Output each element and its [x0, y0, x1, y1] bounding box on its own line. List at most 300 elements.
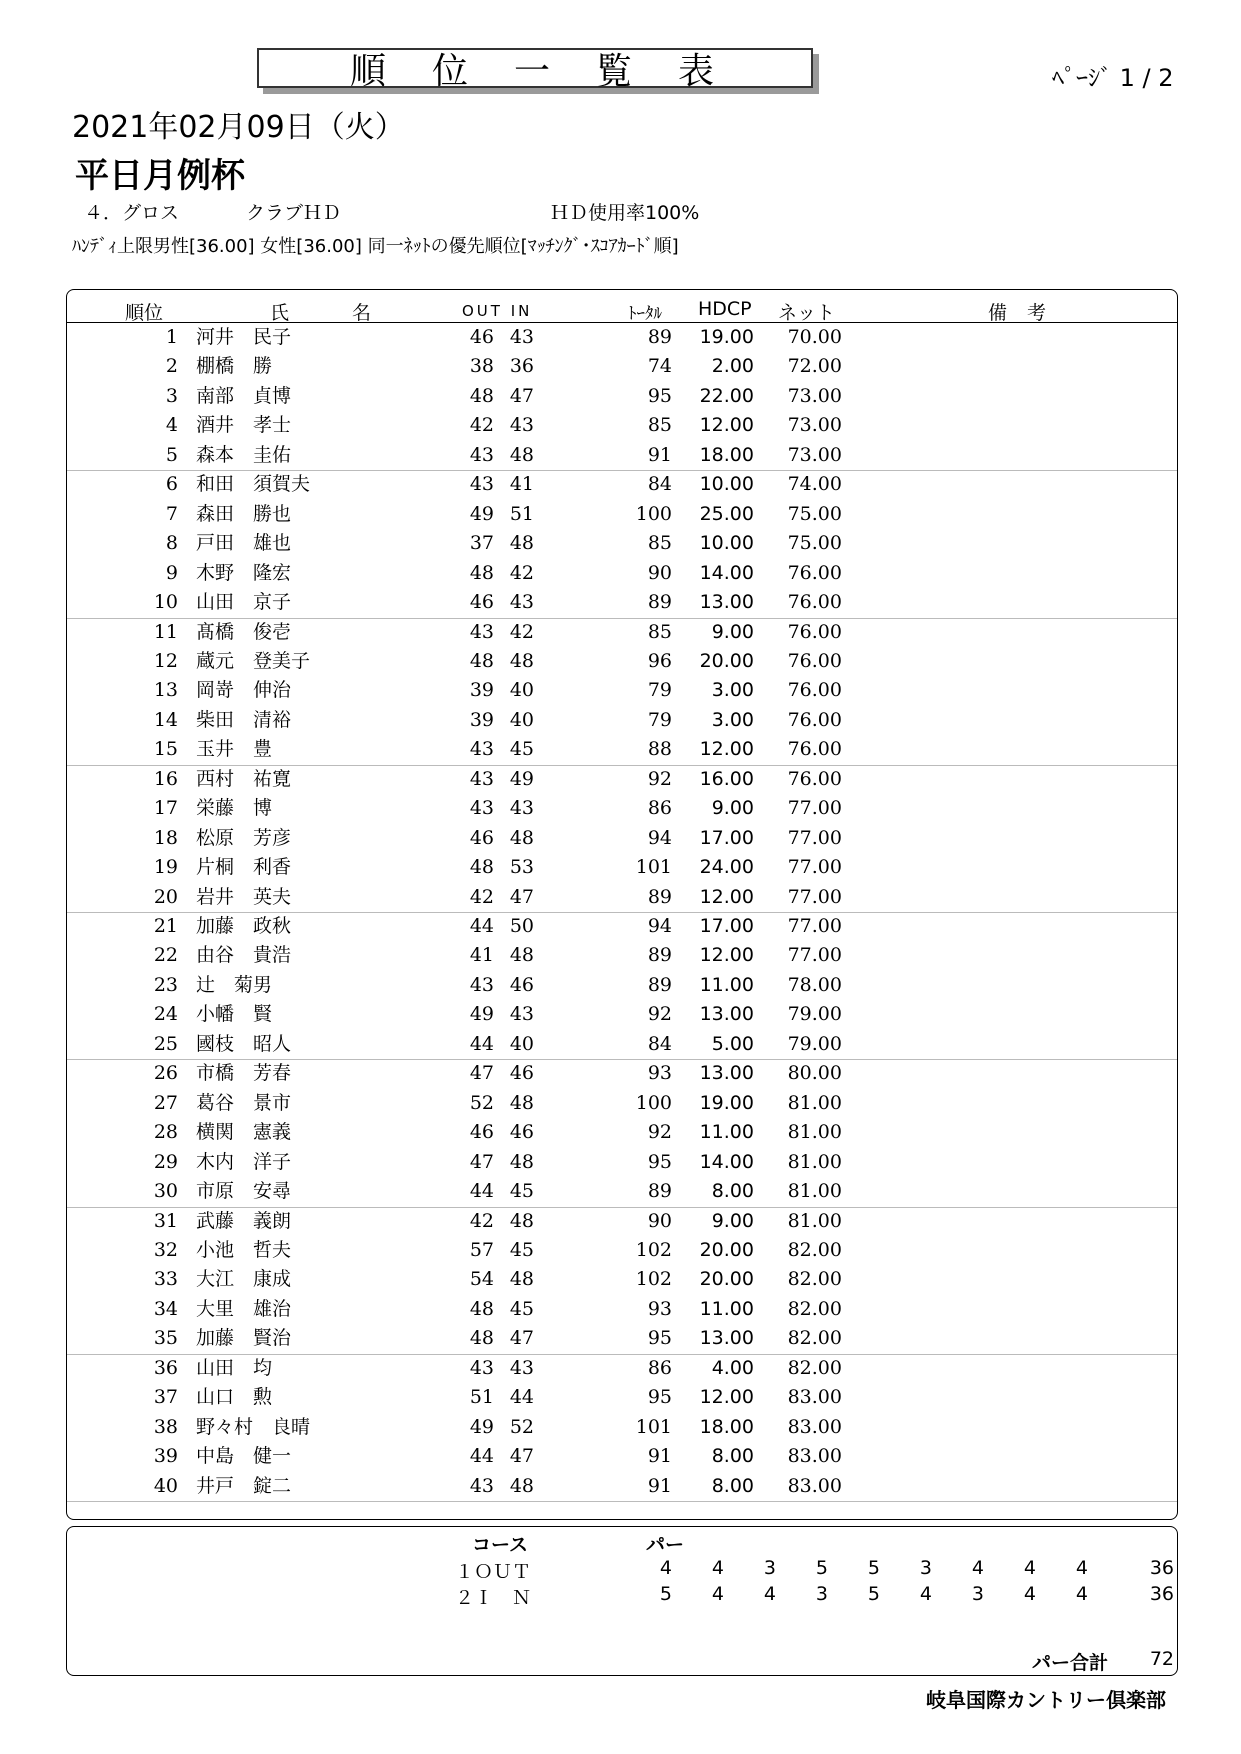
- net-score-cell: 75.00: [787, 532, 842, 555]
- hole-par: 5: [867, 1583, 880, 1605]
- name-cell: 小幡 賢: [196, 1003, 273, 1026]
- rank-cell: 3: [165, 384, 178, 407]
- hole-par: 4: [971, 1557, 984, 1579]
- name-cell: 和田 須賀夫: [196, 473, 311, 496]
- in-score-cell: 48: [509, 1474, 534, 1497]
- name-cell: 山口 勲: [196, 1386, 273, 1409]
- rank-cell: 39: [153, 1445, 178, 1468]
- out-score-cell: 46: [469, 826, 494, 849]
- club-hd-label: クラブＨＤ: [246, 202, 342, 224]
- rank-cell: 15: [153, 738, 178, 761]
- total-score-cell: 91: [647, 443, 672, 466]
- in-score-cell: 43: [509, 1003, 534, 1026]
- total-score-cell: 94: [647, 826, 672, 849]
- name-cell: 栄藤 博: [196, 797, 273, 820]
- col-header-remarks: 備考: [988, 302, 1067, 324]
- hdcp-cell: 3.00: [711, 708, 754, 731]
- name-cell: 横関 憲義: [196, 1121, 292, 1144]
- total-score-cell: 89: [647, 1180, 672, 1203]
- net-score-cell: 74.00: [787, 473, 842, 496]
- hdcp-cell: 9.00: [711, 797, 754, 820]
- rank-cell: 4: [165, 414, 178, 437]
- net-score-cell: 73.00: [787, 443, 842, 466]
- hole-par: 3: [763, 1557, 776, 1579]
- in-score-cell: 43: [509, 591, 534, 614]
- net-score-cell: 82.00: [787, 1238, 842, 1261]
- name-cell: 柴田 清裕: [196, 708, 292, 731]
- total-score-cell: 85: [647, 414, 672, 437]
- course-header: コース: [472, 1534, 529, 1556]
- in-score-cell: 48: [509, 532, 534, 555]
- total-score-cell: 86: [647, 797, 672, 820]
- in-score-cell: 45: [509, 1238, 534, 1261]
- total-score-cell: 89: [647, 885, 672, 908]
- out-score-cell: 47: [469, 1062, 494, 1085]
- total-score-cell: 85: [647, 532, 672, 555]
- hole-par: 5: [659, 1583, 672, 1605]
- net-score-cell: 83.00: [787, 1386, 842, 1409]
- name-cell: 河井 民子: [196, 326, 292, 348]
- out-score-cell: 51: [469, 1386, 494, 1409]
- total-score-cell: 89: [647, 326, 672, 348]
- hdcp-cell: 12.00: [699, 885, 754, 908]
- total-score-cell: 92: [647, 1003, 672, 1026]
- net-score-cell: 76.00: [787, 708, 842, 731]
- name-cell: 國枝 昭人: [196, 1032, 292, 1055]
- in-score-cell: 48: [509, 1150, 534, 1173]
- in-score-cell: 45: [509, 738, 534, 761]
- out-score-cell: 49: [469, 502, 494, 525]
- par-total-value: 72: [1149, 1648, 1174, 1670]
- hdcp-cell: 13.00: [699, 1327, 754, 1350]
- in-score-cell: 41: [509, 473, 534, 496]
- out-score-cell: 43: [469, 443, 494, 466]
- total-score-cell: 101: [635, 856, 672, 879]
- col-header-name-1: 氏: [270, 302, 290, 324]
- rank-cell: 37: [153, 1386, 178, 1409]
- in-score-cell: 47: [509, 1327, 534, 1350]
- net-score-cell: 76.00: [787, 649, 842, 672]
- out-score-cell: 43: [469, 1474, 494, 1497]
- name-cell: 小池 哲夫: [196, 1238, 292, 1261]
- col-header-out-in: OUT IN: [462, 302, 533, 320]
- out-score-cell: 39: [469, 679, 494, 702]
- rank-cell: 2: [165, 355, 178, 378]
- total-score-cell: 74: [647, 355, 672, 378]
- name-cell: 戸田 雄也: [196, 532, 292, 555]
- net-score-cell: 83.00: [787, 1415, 842, 1438]
- out-score-cell: 44: [469, 1180, 494, 1203]
- net-score-cell: 76.00: [787, 561, 842, 584]
- hole-par: 4: [711, 1583, 724, 1605]
- in-score-cell: 45: [509, 1297, 534, 1320]
- name-cell: 山田 均: [196, 1356, 273, 1379]
- rank-cell: 9: [165, 561, 178, 584]
- net-score-cell: 81.00: [787, 1121, 842, 1144]
- hdcp-cell: 8.00: [711, 1474, 754, 1497]
- in-score-cell: 40: [509, 679, 534, 702]
- rank-cell: 5: [165, 443, 178, 466]
- out-score-cell: 43: [469, 738, 494, 761]
- total-score-cell: 84: [647, 1032, 672, 1055]
- out-score-cell: 43: [469, 767, 494, 790]
- course-par-total: 36: [1149, 1557, 1174, 1579]
- hdcp-cell: 12.00: [699, 414, 754, 437]
- in-score-cell: 47: [509, 885, 534, 908]
- rank-cell: 27: [153, 1091, 178, 1114]
- out-score-cell: 47: [469, 1150, 494, 1173]
- page-title: [257, 48, 813, 92]
- out-score-cell: 44: [469, 1032, 494, 1055]
- rank-cell: 1: [165, 326, 178, 348]
- name-cell: 山田 京子: [196, 591, 292, 614]
- total-score-cell: 85: [647, 620, 672, 643]
- out-score-cell: 48: [469, 1327, 494, 1350]
- out-score-cell: 43: [469, 473, 494, 496]
- net-score-cell: 77.00: [787, 915, 842, 937]
- club-name: 岐阜国際カントリー倶楽部: [926, 1688, 1166, 1712]
- net-score-cell: 75.00: [787, 502, 842, 525]
- course-name: ２Ｉ Ｎ: [455, 1587, 532, 1609]
- name-cell: 加藤 政秋: [196, 915, 292, 937]
- net-score-cell: 76.00: [787, 738, 842, 761]
- in-score-cell: 40: [509, 708, 534, 731]
- total-score-cell: 93: [647, 1062, 672, 1085]
- net-score-cell: 76.00: [787, 620, 842, 643]
- out-score-cell: 46: [469, 326, 494, 348]
- rank-cell: 11: [153, 620, 178, 643]
- hdcp-cell: 13.00: [699, 591, 754, 614]
- hdcp-cell: 13.00: [699, 1003, 754, 1026]
- hdcp-cell: 3.00: [711, 679, 754, 702]
- net-score-cell: 78.00: [787, 973, 842, 996]
- rank-cell: 34: [153, 1297, 178, 1320]
- in-score-cell: 48: [509, 1209, 534, 1232]
- rank-cell: 16: [153, 767, 178, 790]
- rank-cell: 21: [153, 915, 178, 937]
- hdcp-cell: 18.00: [699, 443, 754, 466]
- net-score-cell: 81.00: [787, 1180, 842, 1203]
- in-score-cell: 46: [509, 1062, 534, 1085]
- name-cell: 棚橋 勝: [196, 355, 273, 378]
- in-score-cell: 48: [509, 443, 534, 466]
- net-score-cell: 83.00: [787, 1445, 842, 1468]
- col-header-net: ネット: [778, 302, 836, 324]
- rank-cell: 7: [165, 502, 178, 525]
- net-score-cell: 72.00: [787, 355, 842, 378]
- in-score-cell: 52: [509, 1415, 534, 1438]
- rank-cell: 6: [165, 473, 178, 496]
- in-score-cell: 44: [509, 1386, 534, 1409]
- hdcp-cell: 11.00: [699, 1297, 754, 1320]
- hdcp-cell: 12.00: [699, 944, 754, 967]
- hdcp-cell: 20.00: [699, 649, 754, 672]
- net-score-cell: 79.00: [787, 1032, 842, 1055]
- total-score-cell: 92: [647, 1121, 672, 1144]
- hdcp-cell: 11.00: [699, 1121, 754, 1144]
- out-score-cell: 46: [469, 591, 494, 614]
- rank-cell: 13: [153, 679, 178, 702]
- total-score-cell: 86: [647, 1356, 672, 1379]
- hdcp-cell: 14.00: [699, 1150, 754, 1173]
- out-score-cell: 42: [469, 885, 494, 908]
- net-score-cell: 82.00: [787, 1268, 842, 1291]
- out-score-cell: 43: [469, 797, 494, 820]
- out-score-cell: 54: [469, 1268, 494, 1291]
- rank-cell: 17: [153, 797, 178, 820]
- rank-cell: 19: [153, 856, 178, 879]
- hole-par: 3: [815, 1583, 828, 1605]
- page-number: ﾍﾟｰｼﾞ 1 / 2: [1052, 64, 1174, 92]
- net-score-cell: 70.00: [787, 326, 842, 348]
- category-label: ４．グロス: [84, 202, 180, 224]
- hole-par: 4: [711, 1557, 724, 1579]
- total-score-cell: 92: [647, 767, 672, 790]
- hole-par: 4: [1075, 1557, 1088, 1579]
- hole-par: 4: [763, 1583, 776, 1605]
- rank-cell: 23: [153, 973, 178, 996]
- hole-par: 5: [815, 1557, 828, 1579]
- out-score-cell: 44: [469, 915, 494, 937]
- in-score-cell: 48: [509, 1268, 534, 1291]
- hdcp-cell: 12.00: [699, 1386, 754, 1409]
- out-score-cell: 44: [469, 1445, 494, 1468]
- in-score-cell: 42: [509, 561, 534, 584]
- hdcp-cell: 22.00: [699, 384, 754, 407]
- out-score-cell: 48: [469, 856, 494, 879]
- name-cell: 南部 貞博: [196, 384, 292, 407]
- net-score-cell: 76.00: [787, 679, 842, 702]
- hole-par: 3: [919, 1557, 932, 1579]
- col-header-hdcp: HDCP: [698, 298, 752, 320]
- name-cell: 井戸 錠二: [196, 1474, 292, 1497]
- total-score-cell: 93: [647, 1297, 672, 1320]
- out-score-cell: 48: [469, 384, 494, 407]
- hdcp-cell: 2.00: [711, 355, 754, 378]
- name-cell: 大里 雄治: [196, 1297, 292, 1320]
- rank-cell: 35: [153, 1327, 178, 1350]
- hdcp-cell: 19.00: [699, 1091, 754, 1114]
- total-score-cell: 95: [647, 1327, 672, 1350]
- in-score-cell: 48: [509, 826, 534, 849]
- total-score-cell: 101: [635, 1415, 672, 1438]
- page-title-text: 順位一覧表: [349, 50, 760, 92]
- hdcp-cell: 8.00: [711, 1445, 754, 1468]
- hole-par: 3: [971, 1583, 984, 1605]
- rank-cell: 12: [153, 649, 178, 672]
- total-score-cell: 90: [647, 561, 672, 584]
- in-score-cell: 48: [509, 944, 534, 967]
- in-score-cell: 48: [509, 649, 534, 672]
- rank-cell: 26: [153, 1062, 178, 1085]
- name-cell: 葛谷 景市: [196, 1091, 292, 1114]
- in-score-cell: 48: [509, 1091, 534, 1114]
- event-name: 平日月例杯: [75, 156, 245, 196]
- hdcp-cell: 24.00: [699, 856, 754, 879]
- in-score-cell: 47: [509, 384, 534, 407]
- total-score-cell: 89: [647, 973, 672, 996]
- course-par-total: 36: [1149, 1583, 1174, 1605]
- hdcp-cell: 25.00: [699, 502, 754, 525]
- hdcp-cell: 4.00: [711, 1356, 754, 1379]
- out-score-cell: 38: [469, 355, 494, 378]
- name-cell: 市橋 芳春: [196, 1062, 292, 1085]
- out-score-cell: 48: [469, 1297, 494, 1320]
- in-score-cell: 53: [509, 856, 534, 879]
- total-score-cell: 89: [647, 591, 672, 614]
- net-score-cell: 81.00: [787, 1150, 842, 1173]
- rank-cell: 18: [153, 826, 178, 849]
- hdcp-cell: 11.00: [699, 973, 754, 996]
- in-score-cell: 45: [509, 1180, 534, 1203]
- total-score-cell: 100: [635, 502, 672, 525]
- net-score-cell: 81.00: [787, 1091, 842, 1114]
- total-score-cell: 91: [647, 1445, 672, 1468]
- out-score-cell: 43: [469, 973, 494, 996]
- hdcp-cell: 17.00: [699, 915, 754, 937]
- name-cell: 大江 康成: [196, 1268, 292, 1291]
- name-cell: 松原 芳彦: [196, 826, 292, 849]
- col-header-name-2: 名: [352, 302, 372, 324]
- results-table: [66, 289, 1178, 1520]
- hole-par: 4: [659, 1557, 672, 1579]
- name-cell: 加藤 賢治: [196, 1327, 292, 1350]
- total-score-cell: 95: [647, 1386, 672, 1409]
- in-score-cell: 46: [509, 973, 534, 996]
- hdcp-cell: 5.00: [711, 1032, 754, 1055]
- hdcp-cell: 16.00: [699, 767, 754, 790]
- hole-par: 5: [867, 1557, 880, 1579]
- name-cell: 片桐 利香: [196, 856, 292, 879]
- hd-rate-label: ＨＤ使用率100%: [550, 202, 700, 224]
- out-score-cell: 48: [469, 649, 494, 672]
- col-header-total: ﾄｰﾀﾙ: [628, 304, 662, 324]
- course-name: １ＯＵＴ: [455, 1561, 532, 1583]
- total-score-cell: 88: [647, 738, 672, 761]
- total-score-cell: 84: [647, 473, 672, 496]
- in-score-cell: 50: [509, 915, 534, 937]
- name-cell: 酒井 孝士: [196, 414, 292, 437]
- in-score-cell: 43: [509, 1356, 534, 1379]
- name-cell: 木野 隆宏: [196, 561, 292, 584]
- in-score-cell: 47: [509, 1445, 534, 1468]
- total-score-cell: 90: [647, 1209, 672, 1232]
- out-score-cell: 46: [469, 1121, 494, 1144]
- name-cell: 蔵元 登美子: [196, 649, 311, 672]
- out-score-cell: 49: [469, 1003, 494, 1026]
- name-cell: 野々村 良晴: [196, 1415, 311, 1438]
- hdcp-cell: 8.00: [711, 1180, 754, 1203]
- name-cell: 由谷 貴浩: [196, 944, 292, 967]
- net-score-cell: 73.00: [787, 414, 842, 437]
- name-cell: 岩井 英夫: [196, 885, 292, 908]
- in-score-cell: 49: [509, 767, 534, 790]
- hole-par: 4: [1075, 1583, 1088, 1605]
- hdcp-cell: 12.00: [699, 738, 754, 761]
- net-score-cell: 82.00: [787, 1327, 842, 1350]
- net-score-cell: 73.00: [787, 384, 842, 407]
- out-score-cell: 49: [469, 1415, 494, 1438]
- out-score-cell: 43: [469, 1356, 494, 1379]
- total-score-cell: 91: [647, 1474, 672, 1497]
- hdcp-cell: 20.00: [699, 1238, 754, 1261]
- out-score-cell: 52: [469, 1091, 494, 1114]
- hdcp-cell: 9.00: [711, 620, 754, 643]
- par-total-label: パー合計: [1032, 1652, 1109, 1674]
- net-score-cell: 77.00: [787, 826, 842, 849]
- out-score-cell: 43: [469, 620, 494, 643]
- out-score-cell: 37: [469, 532, 494, 555]
- in-score-cell: 43: [509, 797, 534, 820]
- out-score-cell: 57: [469, 1238, 494, 1261]
- par-header: パー: [646, 1534, 685, 1556]
- net-score-cell: 77.00: [787, 797, 842, 820]
- rank-cell: 29: [153, 1150, 178, 1173]
- net-score-cell: 82.00: [787, 1297, 842, 1320]
- in-score-cell: 40: [509, 1032, 534, 1055]
- net-score-cell: 77.00: [787, 856, 842, 879]
- total-score-cell: 102: [635, 1238, 672, 1261]
- net-score-cell: 81.00: [787, 1209, 842, 1232]
- in-score-cell: 51: [509, 502, 534, 525]
- hole-par: 4: [1023, 1583, 1036, 1605]
- total-score-cell: 79: [647, 708, 672, 731]
- total-score-cell: 95: [647, 384, 672, 407]
- net-score-cell: 76.00: [787, 767, 842, 790]
- col-header-rank: 順位: [125, 302, 164, 324]
- hole-par: 4: [919, 1583, 932, 1605]
- rank-cell: 14: [153, 708, 178, 731]
- rank-cell: 30: [153, 1180, 178, 1203]
- out-score-cell: 39: [469, 708, 494, 731]
- in-score-cell: 43: [509, 326, 534, 348]
- rank-cell: 33: [153, 1268, 178, 1291]
- rank-cell: 24: [153, 1003, 178, 1026]
- event-date: 2021年02月09日（火）: [72, 110, 405, 145]
- name-cell: 辻 菊男: [196, 973, 273, 996]
- out-score-cell: 42: [469, 414, 494, 437]
- hdcp-cell: 20.00: [699, 1268, 754, 1291]
- net-score-cell: 76.00: [787, 591, 842, 614]
- in-score-cell: 46: [509, 1121, 534, 1144]
- hdcp-cell: 9.00: [711, 1209, 754, 1232]
- name-cell: 西村 祐寛: [196, 767, 292, 790]
- rank-cell: 8: [165, 532, 178, 555]
- hdcp-cell: 18.00: [699, 1415, 754, 1438]
- total-score-cell: 94: [647, 915, 672, 937]
- name-cell: 玉井 豊: [196, 738, 273, 761]
- hdcp-cell: 13.00: [699, 1062, 754, 1085]
- rank-cell: 20: [153, 885, 178, 908]
- name-cell: 森本 圭佑: [196, 443, 292, 466]
- hdcp-cell: 14.00: [699, 561, 754, 584]
- name-cell: 髙橋 俊壱: [196, 620, 292, 643]
- net-score-cell: 80.00: [787, 1062, 842, 1085]
- in-score-cell: 43: [509, 414, 534, 437]
- net-score-cell: 83.00: [787, 1474, 842, 1497]
- net-score-cell: 82.00: [787, 1356, 842, 1379]
- total-score-cell: 100: [635, 1091, 672, 1114]
- rank-cell: 32: [153, 1238, 178, 1261]
- rank-cell: 22: [153, 944, 178, 967]
- rank-cell: 28: [153, 1121, 178, 1144]
- out-score-cell: 48: [469, 561, 494, 584]
- hdcp-cell: 10.00: [699, 532, 754, 555]
- hdcp-cell: 17.00: [699, 826, 754, 849]
- rank-cell: 38: [153, 1415, 178, 1438]
- hdcp-cell: 19.00: [699, 326, 754, 348]
- name-cell: 森田 勝也: [196, 502, 292, 525]
